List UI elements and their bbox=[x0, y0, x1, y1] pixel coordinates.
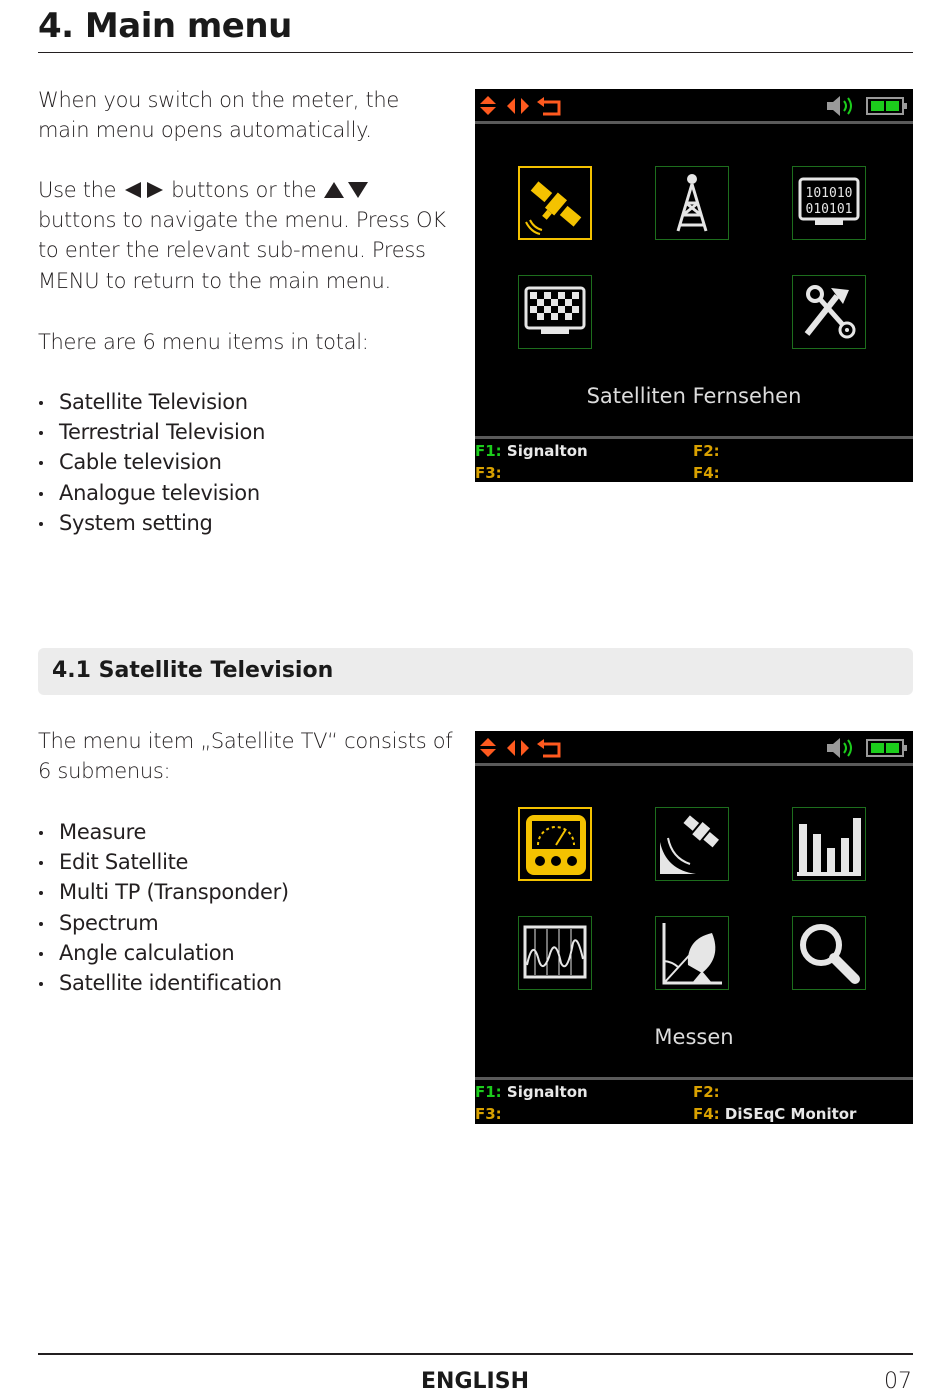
list-item: Analogue television bbox=[38, 478, 265, 508]
menu-tile-multi-tp[interactable] bbox=[792, 807, 866, 881]
fkey-separator bbox=[475, 1077, 913, 1080]
selected-item-caption: Messen bbox=[654, 1025, 734, 1049]
f3-label: F3: bbox=[475, 464, 502, 482]
menu-tile-system[interactable] bbox=[792, 275, 866, 349]
intro-line-1: Use the buttons or the bbox=[38, 175, 458, 205]
section-line-1: The menu item „Satellite TV“ consists of bbox=[38, 729, 453, 753]
menu-tile-edit-satellite[interactable] bbox=[655, 807, 729, 881]
list-item: Satellite identification bbox=[38, 968, 289, 998]
list-item: System setting bbox=[38, 508, 265, 538]
svg-text:010101: 010101 bbox=[805, 202, 853, 217]
antenna-tower-icon bbox=[656, 167, 728, 239]
f2-label: F2: bbox=[693, 1083, 720, 1101]
page-title: 4. Main menu bbox=[38, 6, 292, 46]
menu-tile-satellite[interactable] bbox=[518, 166, 592, 240]
intro-line-4: MENU to return to the main menu. bbox=[38, 268, 391, 293]
list-item: Multi TP (Transponder) bbox=[38, 877, 289, 907]
satellite-dish-icon bbox=[656, 808, 728, 880]
left-right-arrows-icon bbox=[123, 178, 171, 202]
tools-icon bbox=[793, 276, 865, 348]
binary-display-icon bbox=[793, 167, 865, 239]
status-separator bbox=[475, 763, 913, 766]
intro-line-2: buttons to navigate the menu. Press OK bbox=[38, 208, 446, 233]
navigation-arrows-icon bbox=[479, 95, 569, 121]
list-item: Cable television bbox=[38, 447, 265, 477]
status-separator bbox=[475, 121, 913, 124]
satellite-icon bbox=[520, 168, 592, 240]
meter-gauge-icon bbox=[520, 809, 592, 881]
up-down-arrows-icon bbox=[323, 178, 369, 202]
menu-tile-measure[interactable] bbox=[518, 807, 592, 881]
navigation-arrows-icon bbox=[479, 737, 569, 763]
list-item: Measure bbox=[38, 817, 289, 847]
list-item: Spectrum bbox=[38, 908, 289, 938]
menu-tile-cable[interactable] bbox=[792, 166, 866, 240]
intro-line-3: to enter the relevant sub-menu. Press bbox=[38, 238, 426, 263]
f4-label: F4: bbox=[693, 464, 720, 482]
submenu-list bbox=[38, 817, 289, 998]
list-item: Satellite Television bbox=[38, 387, 265, 417]
menu-tile-angle-calculation[interactable] bbox=[655, 916, 729, 990]
bar-graph-icon bbox=[793, 808, 865, 880]
status-bar bbox=[475, 89, 913, 121]
main-menu-list bbox=[38, 387, 265, 538]
list-item: Angle calculation bbox=[38, 938, 289, 968]
selected-item-caption: Satelliten Fernsehen bbox=[586, 384, 802, 408]
device-screen-satellite-menu bbox=[475, 731, 913, 1124]
menu-tile-spectrum[interactable] bbox=[518, 916, 592, 990]
page-number: 07 bbox=[884, 1369, 912, 1394]
status-bar bbox=[475, 731, 913, 763]
f3-label: F3: bbox=[475, 1105, 502, 1123]
fkey-separator bbox=[475, 436, 913, 439]
menu-tile-satellite-identification[interactable] bbox=[792, 916, 866, 990]
menu-tile-analogue[interactable] bbox=[518, 275, 592, 349]
f1-label: F1: Signalton bbox=[475, 1083, 588, 1101]
intro-paragraph-3: There are 6 menu items in total: bbox=[38, 330, 369, 354]
title-rule bbox=[38, 52, 913, 53]
f2-label: F2: bbox=[693, 442, 720, 460]
checkerboard-tv-icon bbox=[519, 276, 591, 348]
magnifier-icon bbox=[793, 917, 865, 989]
footer-rule bbox=[38, 1353, 913, 1355]
section-line-2: 6 submenus: bbox=[38, 759, 171, 784]
angle-dish-icon bbox=[656, 917, 728, 989]
f4-label: F4: DiSEqC Monitor bbox=[693, 1105, 857, 1123]
spectrum-icon bbox=[519, 917, 591, 989]
section-paragraph bbox=[38, 726, 458, 786]
list-item: Edit Satellite bbox=[38, 847, 289, 877]
menu-tile-terrestrial[interactable] bbox=[655, 166, 729, 240]
speaker-battery-icons bbox=[825, 737, 909, 763]
f1-label: F1: Signalton bbox=[475, 442, 588, 460]
speaker-battery-icons bbox=[825, 95, 909, 121]
device-screen-main-menu bbox=[475, 89, 913, 482]
section-header bbox=[38, 648, 913, 695]
footer-language: ENGLISH bbox=[421, 1369, 529, 1394]
intro-paragraph-2 bbox=[38, 175, 458, 296]
list-item: Terrestrial Television bbox=[38, 417, 265, 447]
intro-paragraph-1: When you switch on the meter, the main menu opens automatically. bbox=[38, 88, 400, 143]
section-title: 4.1 Satellite Television bbox=[52, 658, 334, 683]
svg-text:101010: 101010 bbox=[805, 186, 853, 201]
